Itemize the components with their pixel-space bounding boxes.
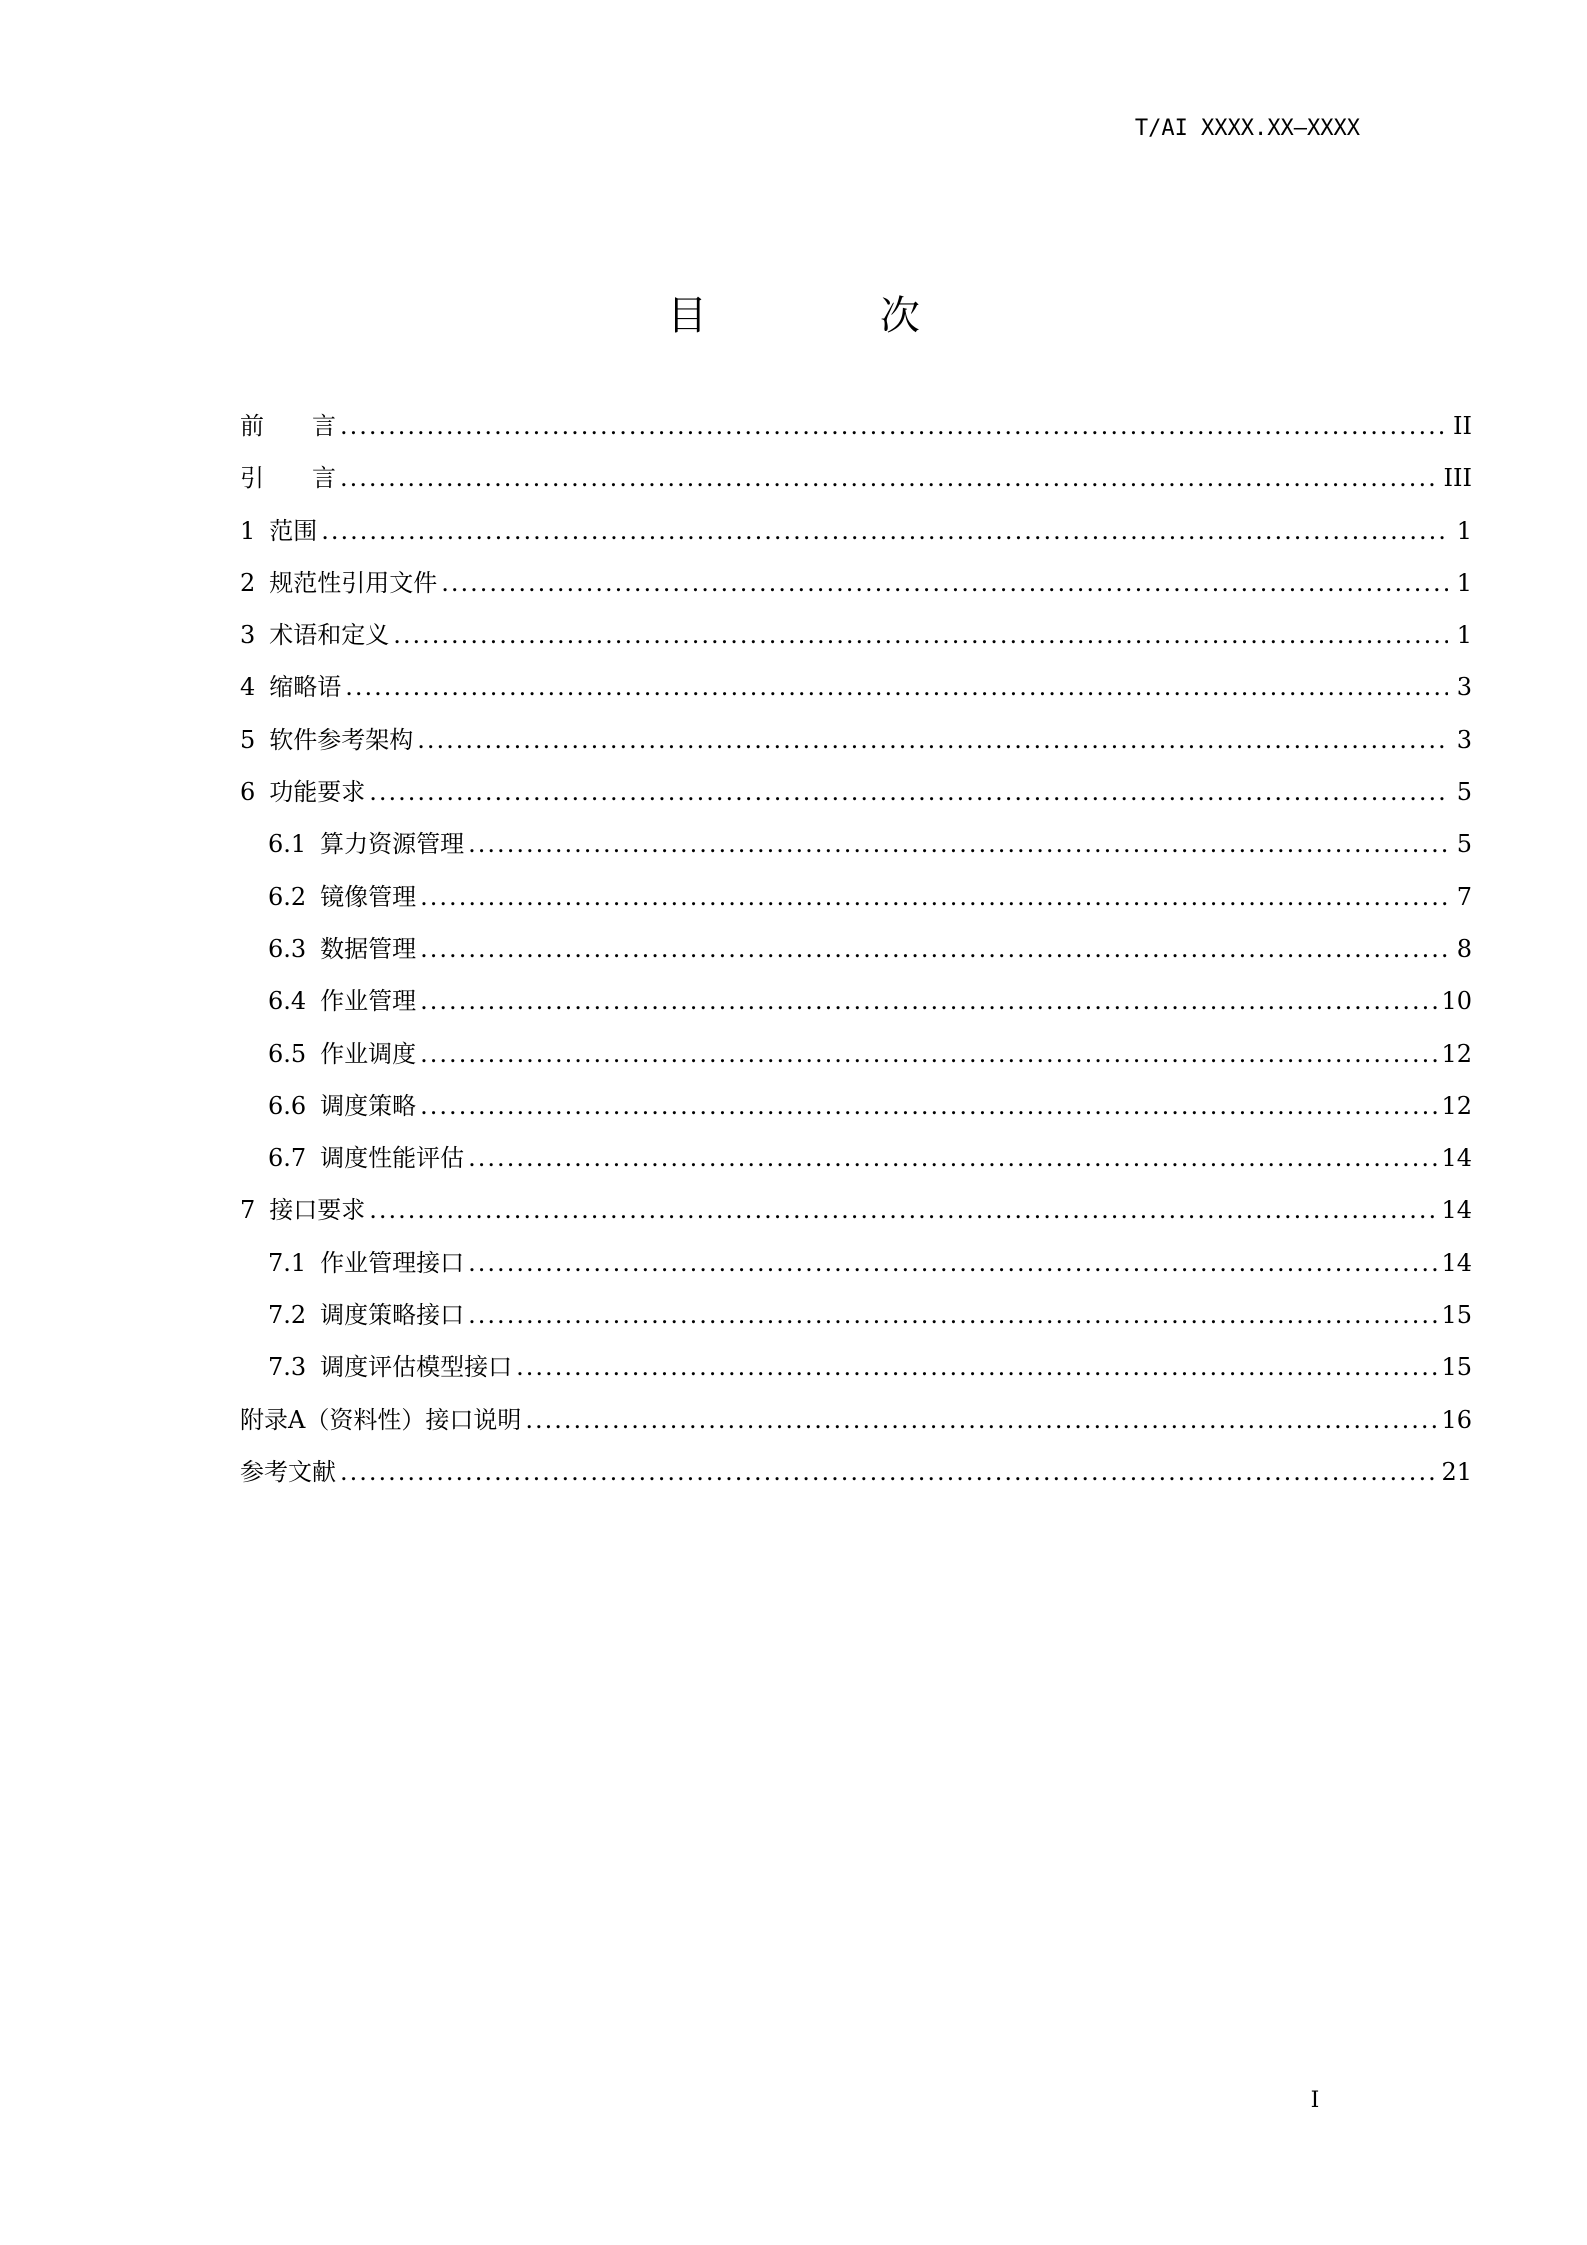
toc-entry-page: 1 [1456,516,1472,545]
toc-leader-dots [420,975,1437,1027]
toc-entry-label: 参考文献 [240,1457,336,1486]
toc-entry-label: 缩略语 [269,673,342,702]
toc-entry-introduction[interactable] [240,452,1472,504]
toc-leader-dots [369,766,1448,818]
toc-entry-label: 术语和定义 [269,621,390,650]
toc-entry-page: 15 [1441,1353,1472,1382]
toc-entry-number: 7.3 [268,1353,307,1382]
toc-leader-dots [441,557,1448,609]
toc-entry-bibliography[interactable] [240,1446,1472,1498]
toc-entry-label: 引 言 [240,464,336,493]
toc-entry-number: 6.4 [268,987,307,1016]
toc-entry-number: 6.3 [268,934,307,963]
toc-entry-number: 1 [240,516,256,545]
toc-entry-label: 数据管理 [320,934,417,963]
toc-entry-page: 14 [1441,1196,1472,1225]
toc-leader-dots [525,1394,1437,1446]
toc-entry-page: 1 [1456,621,1472,650]
toc-leader-dots [321,505,1448,557]
toc-entry-page: 8 [1456,934,1472,963]
toc-entry-page: 14 [1441,1144,1472,1173]
toc-entry-number: 2 [240,568,256,597]
toc-leader-dots [516,1341,1437,1393]
toc-entry-label: 算力资源管理 [320,830,465,859]
toc-entry-number: 6.1 [268,830,307,859]
toc-leader-dots [468,818,1448,870]
toc-entry-label: 功能要求 [269,778,366,807]
toc-leader-dots [340,452,1440,504]
toc-leader-dots [369,1184,1437,1236]
toc-entry-page: 3 [1456,725,1472,754]
toc-entry-label: 调度评估模型接口 [320,1353,513,1382]
toc-entry-page: 5 [1456,778,1472,807]
toc-leader-dots [468,1237,1437,1289]
toc-entry-appendix-a[interactable] [240,1394,1472,1446]
toc-leader-dots [420,871,1448,923]
toc-entry-6-6[interactable] [240,1080,1472,1132]
toc-leader-dots [468,1132,1437,1184]
toc-entry-6[interactable] [240,766,1472,818]
toc-entry-page: 21 [1441,1457,1472,1486]
toc-leader-dots [420,923,1448,975]
toc-entry-page: 12 [1441,1039,1472,1068]
toc-entry-page: 5 [1456,830,1472,859]
toc-entry-7-1[interactable] [240,1237,1472,1289]
toc-leader-dots [340,1446,1437,1498]
toc-entry-label: 作业管理 [320,987,417,1016]
toc-leader-dots [420,1080,1437,1132]
toc-leader-dots [393,609,1448,661]
toc-entry-label: 附录A（资料性）接口说明 [240,1405,522,1434]
toc-entry-6-4[interactable] [240,975,1472,1027]
toc-leader-dots [468,1289,1437,1341]
toc-entry-number: 3 [240,621,256,650]
toc-leader-dots [345,661,1448,713]
toc-entry-page: II [1453,412,1472,440]
toc-entry-number: 7 [240,1196,256,1225]
toc-entry-number: 4 [240,673,256,702]
toc-entry-page: 12 [1441,1091,1472,1120]
toc-entry-6-5[interactable] [240,1028,1472,1080]
toc-entry-label: 调度策略 [320,1091,417,1120]
toc-entry-page: 7 [1456,882,1472,911]
toc-title: 目 次 [667,293,1000,339]
toc-entry-page: 15 [1441,1301,1472,1330]
toc-entry-number: 7.2 [268,1301,307,1330]
toc-entry-number: 7.1 [268,1248,307,1277]
toc-entry-number: 6.5 [268,1039,307,1068]
toc-entry-label: 软件参考架构 [269,725,414,754]
toc-entry-7-2[interactable] [240,1289,1472,1341]
toc-entry-label: 前 言 [240,412,336,440]
toc-entry-label: 规范性引用文件 [269,568,438,597]
toc-entry-6-1[interactable] [240,818,1472,870]
toc-entry-4[interactable] [240,661,1472,713]
toc-entry-number: 6.7 [268,1144,307,1173]
toc-leader-dots [420,1028,1437,1080]
toc-entry-number: 6 [240,778,256,807]
toc-entry-label: 调度性能评估 [320,1144,465,1173]
toc-entry-label: 作业管理接口 [320,1248,465,1277]
toc-entry-page: 1 [1456,568,1472,597]
toc-entry-page: 16 [1441,1405,1472,1434]
toc-entry-label: 镜像管理 [320,882,417,911]
toc-entry-page: 10 [1441,987,1472,1016]
toc-entry-6-3[interactable] [240,923,1472,975]
document-code: T/AI XXXX.XX—XXXX [1134,116,1360,141]
toc-leader-dots [340,400,1448,452]
table-of-contents [240,400,1472,1498]
toc-leader-dots [417,714,1448,766]
toc-entry-label: 接口要求 [269,1196,366,1225]
toc-entry-label: 调度策略接口 [320,1301,465,1330]
toc-entry-1[interactable] [240,505,1472,557]
toc-entry-page: III [1443,464,1472,493]
toc-entry-label: 范围 [269,516,318,545]
toc-entry-7-3[interactable] [240,1341,1472,1393]
page-number: I [1310,2088,1320,2113]
toc-entry-number: 5 [240,725,256,754]
toc-entry-2[interactable] [240,557,1472,609]
toc-entry-number: 6.2 [268,882,307,911]
toc-entry-3[interactable] [240,609,1472,661]
toc-entry-page: 3 [1456,673,1472,702]
toc-entry-5[interactable] [240,714,1472,766]
toc-entry-6-2[interactable] [240,871,1472,923]
toc-entry-6-7[interactable] [240,1132,1472,1184]
toc-entry-number: 6.6 [268,1091,307,1120]
toc-entry-7[interactable] [240,1184,1472,1236]
toc-entry-page: 14 [1441,1248,1472,1277]
toc-entry-foreword[interactable] [240,400,1472,452]
toc-entry-label: 作业调度 [320,1039,417,1068]
